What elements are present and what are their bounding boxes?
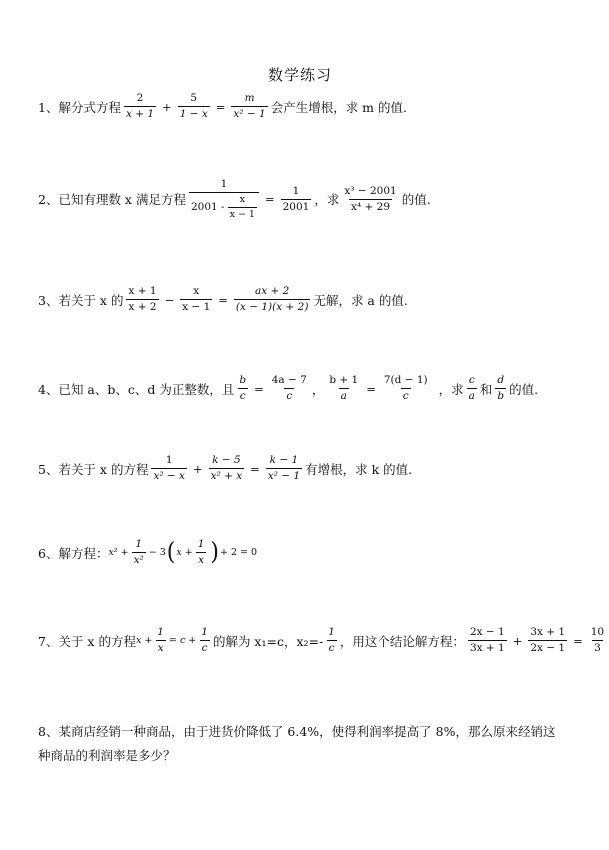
fraction [209,454,245,483]
numerator: 1 [292,184,300,197]
denominator: x + 1 [125,108,155,121]
question-2-mid: ，求 [314,192,340,208]
expression-part: − 3 [148,547,166,559]
denominator: c [286,390,293,403]
fraction [270,374,309,403]
fraction [234,285,311,314]
operator: = [250,461,260,476]
conjunction: 和 [479,381,493,397]
question-5 [38,454,412,483]
denominator: x² + x [210,470,243,483]
operator: = [366,381,376,396]
numerator: 1 [165,454,173,466]
operator: = [215,99,226,114]
numerator: x + 1 [128,285,157,297]
question-1 [38,92,407,121]
denominator: x + 2 [128,301,157,314]
question-6 [38,538,257,567]
fraction [178,92,210,121]
question-6-lead: 6、解方程： [38,545,109,561]
operator: = [218,292,228,307]
numerator: 5 [190,92,198,104]
denominator: a [340,390,347,403]
numerator: 1 [328,626,335,638]
numerator: 7(d − 1) [383,374,428,386]
question-2-lead: 2、已知有理数 x 满足方程 [38,192,186,208]
denominator: x² − x [153,470,185,483]
fraction [327,374,360,403]
denominator: x − 1 [182,301,211,314]
fraction [467,374,477,403]
denominator: c [201,642,208,655]
fraction [589,626,606,655]
fraction [196,538,207,567]
denominator: 1 − x [179,108,208,121]
denominator: 2001 [282,200,310,213]
numerator: c [468,374,475,386]
fraction [126,285,158,314]
numerator: k − 1 [269,454,299,466]
denominator: a [468,390,475,403]
question-3-tail: 无解，求 a 的值. [313,292,408,308]
question-5-tail: 有增根，求 k 的值. [305,461,413,477]
fraction [189,178,259,221]
numerator: 3x + 1 [530,626,566,638]
expression-part: x + [176,547,193,559]
fraction [124,92,156,121]
question-7-lead: 7、关于 x 的方程 [38,633,136,649]
question-2-tail: 的值. [401,192,431,208]
numerator: d [497,374,505,386]
question-7-mid2: ，用这个结论解方程： [339,633,465,649]
denominator: c [402,390,409,403]
inner-fraction [228,194,257,221]
operator: = [264,192,275,207]
denominator: 2x − 1 [530,642,566,655]
numerator: x³ − 2001 [344,184,397,197]
numerator: 2 [136,92,144,104]
operator: = [254,381,264,396]
fraction [281,185,312,214]
denominator: x² [133,554,144,567]
numerator: 4a − 7 [271,374,307,386]
fraction [468,626,507,655]
question-2 [38,178,431,221]
denominator: x − 1 [229,209,255,220]
denominator: c [239,390,246,403]
question-4-tail: 的值. [509,381,539,397]
separator: ， [311,381,325,397]
fraction [342,185,398,214]
denominator: 3 [594,642,601,655]
page-title: 数学练习 [267,66,332,84]
numerator: b + 1 [329,374,359,386]
numerator: x [193,285,200,297]
question-7-mid: 的解为 x₁=c，x₂=- [212,633,324,649]
denominator: x⁴ + 29 [351,200,390,213]
question-4 [38,374,538,403]
expression-part: x² + [108,547,129,559]
numerator: m [244,92,255,104]
operator: = [573,633,583,648]
fraction [151,454,187,483]
numerator: 1 [135,538,143,550]
fraction [132,538,146,567]
numerator: x [239,194,245,206]
operator: + [192,461,203,476]
denominator: x [198,554,205,567]
denominator: b [497,390,505,403]
denominator: 3x + 1 [469,642,505,655]
denominator-part: 2001 - [190,200,225,213]
question-3 [38,285,408,314]
fraction [155,626,166,655]
expression-part: = c + [168,635,197,647]
fraction [231,92,267,121]
question-1-lead: 1、解分式方程 [38,99,121,115]
question-1-tail: 会产生增根，求 m 的值. [270,99,407,115]
fraction [495,374,506,403]
denominator: c [328,642,335,655]
operator: + [162,99,172,114]
left-paren: ( [166,538,176,566]
question-4-mid: ，求 [438,381,464,397]
numerator: ax + 2 [254,285,290,297]
fraction [326,626,337,655]
fraction [266,454,302,483]
numerator: b [239,374,247,386]
denominator: x [157,642,164,655]
denominator [189,192,259,221]
question-3-lead: 3、若关于 x 的 [38,292,124,308]
denominator: (x − 1)(x + 2) [235,301,309,314]
numerator: 2x − 1 [469,626,505,638]
fraction [528,626,567,655]
fraction [382,374,430,403]
numerator: k − 5 [212,454,241,466]
question-4-lead: 4、已知 a、b、c、d 为正整数，且 [38,381,235,397]
numerator: 1 [157,626,164,638]
fraction [180,285,212,314]
expression-part: x + [135,635,153,647]
operator: − [164,292,175,307]
denominator: x² − 1 [233,108,266,121]
question-7 [38,626,609,655]
expression-part: + 2 = 0 [220,547,258,559]
right-paren: ) [210,538,219,566]
fraction [199,626,210,655]
question-8: 8、某商店经销一种商品，由于进货价降低了 6.4%，使得利润率提高了 8%，那么原来经销这种商品的利润率是多少？ [38,724,556,763]
question-5-lead: 5、若关于 x 的方程 [38,461,149,477]
numerator: 1 [220,178,228,190]
denominator: x² − 1 [267,470,301,483]
numerator: 1 [201,626,208,638]
fraction [237,374,248,403]
operator: + [512,633,523,648]
numerator: 1 [197,538,205,550]
numerator: 10 [590,626,605,638]
